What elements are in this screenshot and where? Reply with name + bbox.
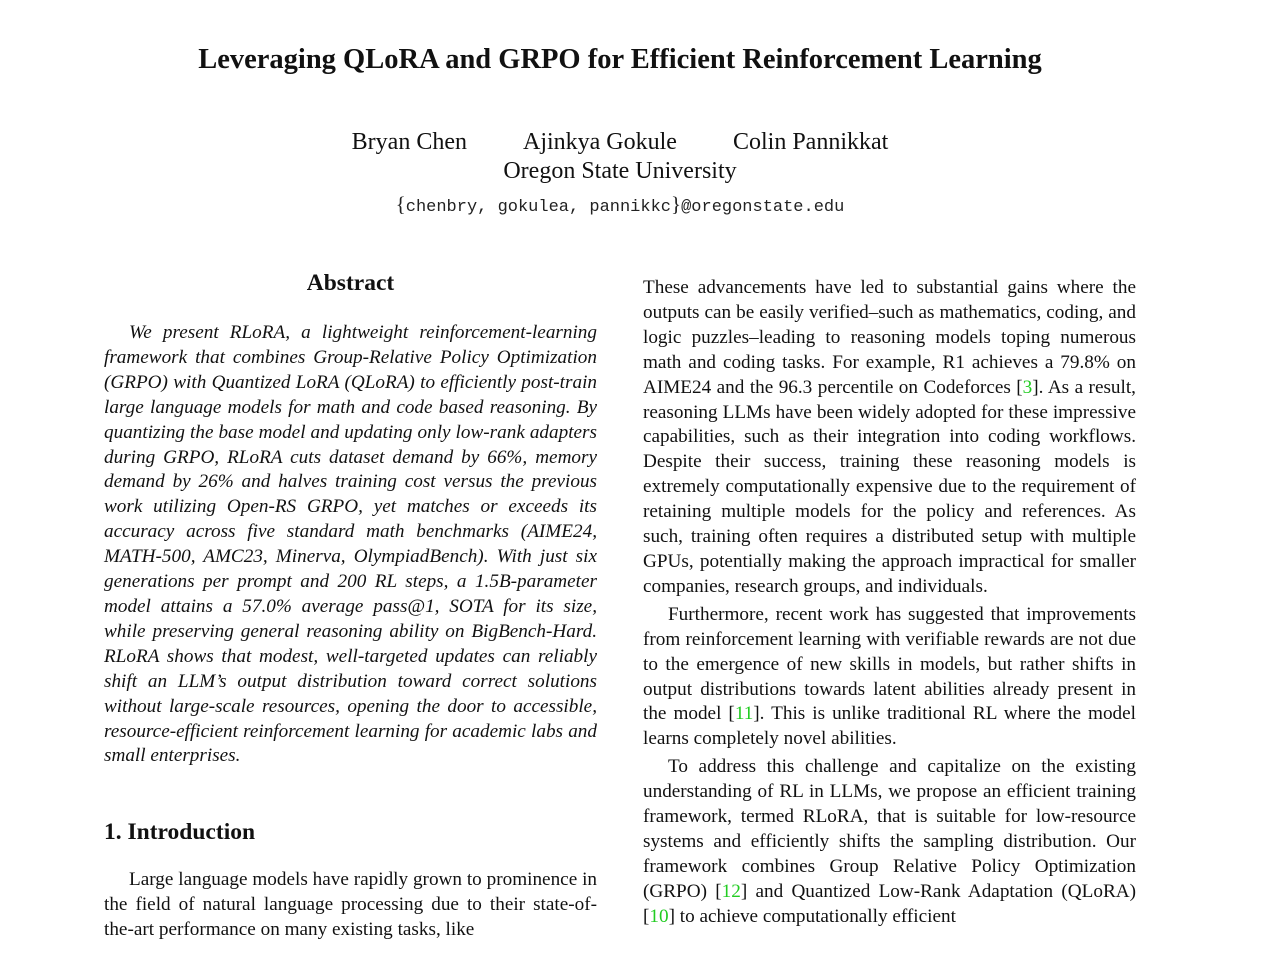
introduction-heading: 1. Introduction (104, 819, 256, 846)
paper-title: Leveraging QLoRA and GRPO for Efficient Reinforcement Learning (198, 44, 1042, 75)
paragraph-text: These advancements have led to substantial gains where the outputs can be easily verified–such as mathematics, coding, and logic puzzles–leading to reasoning models toping numerous math and coding tasks. For example, R1 achieves a 79.8% on AIME24 and the 96.3 percentile on Codeforces [ (643, 277, 1136, 398)
body-paragraph (643, 603, 1136, 752)
citation-link[interactable]: 12 (721, 880, 741, 902)
citation-link[interactable]: 11 (734, 703, 754, 725)
paragraph-text: Furthermore, recent work has suggested that improvements from reinforcement learning with verifiable rewards are not due to the emergence of new skills in models, but rather shifts in output distributions towards latent abilities already present in the model [ (643, 603, 1136, 725)
author-name: Ajinkya Gokule (522, 129, 677, 155)
paragraph-text: ]. This is unlike traditional RL where the model learns completely novel abilities. (643, 703, 1136, 750)
paragraph-text: ] to achieve computationally efficient (668, 905, 956, 927)
citation-link[interactable]: 3 (1022, 376, 1033, 398)
abstract-text: We present RLoRA, a lightweight reinforcement-learning framework that combines Group-Relative Policy Optimization (GRPO) with Quantized LoRA (QLoRA) to efficiently post-train large language models for math and code based reasoning. By quantizing the base model and updating only low-rank adapters during GRPO, RLoRA cuts dataset demand by 66%, memory demand by 26% and halves training cost versus the previous work utilizing Open-RS GRPO, yet matches or exceeds its accuracy across five standard math benchmarks (AIME24, MATH-500, AMC23, Minerva, OlympiadBench). With just six generations per prompt and 200 RL steps, a 1.5B-parameter model attains a 57.0% average pass@1, SOTA for its size, while preserving general reasoning ability on BigBench-Hard. RLoRA shows that modest, well-targeted updates can reliably shift an LLM’s output distribution toward correct solutions without large-scale resources, opening the door to accessible, resource-efficient reinforcement learning for academic labs and small enterprises. (104, 322, 597, 767)
body-paragraph (643, 276, 1136, 600)
paragraph-text: ] and Quantized Low-Rank Adaptation (QLoRA) [ (643, 880, 1136, 927)
affiliation: Oregon State University (503, 158, 737, 184)
author-list (0, 129, 1240, 156)
author-name: Bryan Chen (351, 129, 467, 155)
email-usernames: chenbry, gokulea, pannikkc (405, 198, 671, 217)
email-domain: @oregonstate.edu (681, 198, 845, 217)
author-name: Colin Pannikkat (732, 129, 889, 155)
citation-link[interactable]: 10 (649, 905, 669, 927)
abstract-heading: Abstract (306, 270, 395, 296)
email-open-brace: { (395, 192, 406, 216)
right-column (643, 276, 1136, 930)
paragraph-text: ]. As a result, reasoning LLMs have been widely adopted for these impressive capabilities, such as their integration into coding workflows. Despite their success, training these reasoning models is extremely computationally expensive due to the requirement of retaining multiple models for the policy and references. As such, training often requires a distributed setup with multiple GPUs, potentially making the approach impractical for smaller companies, research groups, and individuals. (643, 376, 1136, 597)
paragraph-text: To address this challenge and capitalize on the existing understanding of RL in LLMs, we propose an efficient training framework, termed RLoRA, that is suitable for low-resource systems and efficiently shifts the sampling distribution. Our framework combines Group Relative Policy Optimization (GRPO) [ (643, 756, 1136, 902)
introduction-paragraph: Large language models have rapidly grown to prominence in the field of natural language processing due to their state-of-the-art performance on many existing tasks, like (104, 869, 597, 941)
email-close-brace: } (671, 192, 682, 216)
left-column (104, 270, 597, 943)
body-paragraph (643, 755, 1136, 929)
author-emails (0, 192, 1240, 217)
